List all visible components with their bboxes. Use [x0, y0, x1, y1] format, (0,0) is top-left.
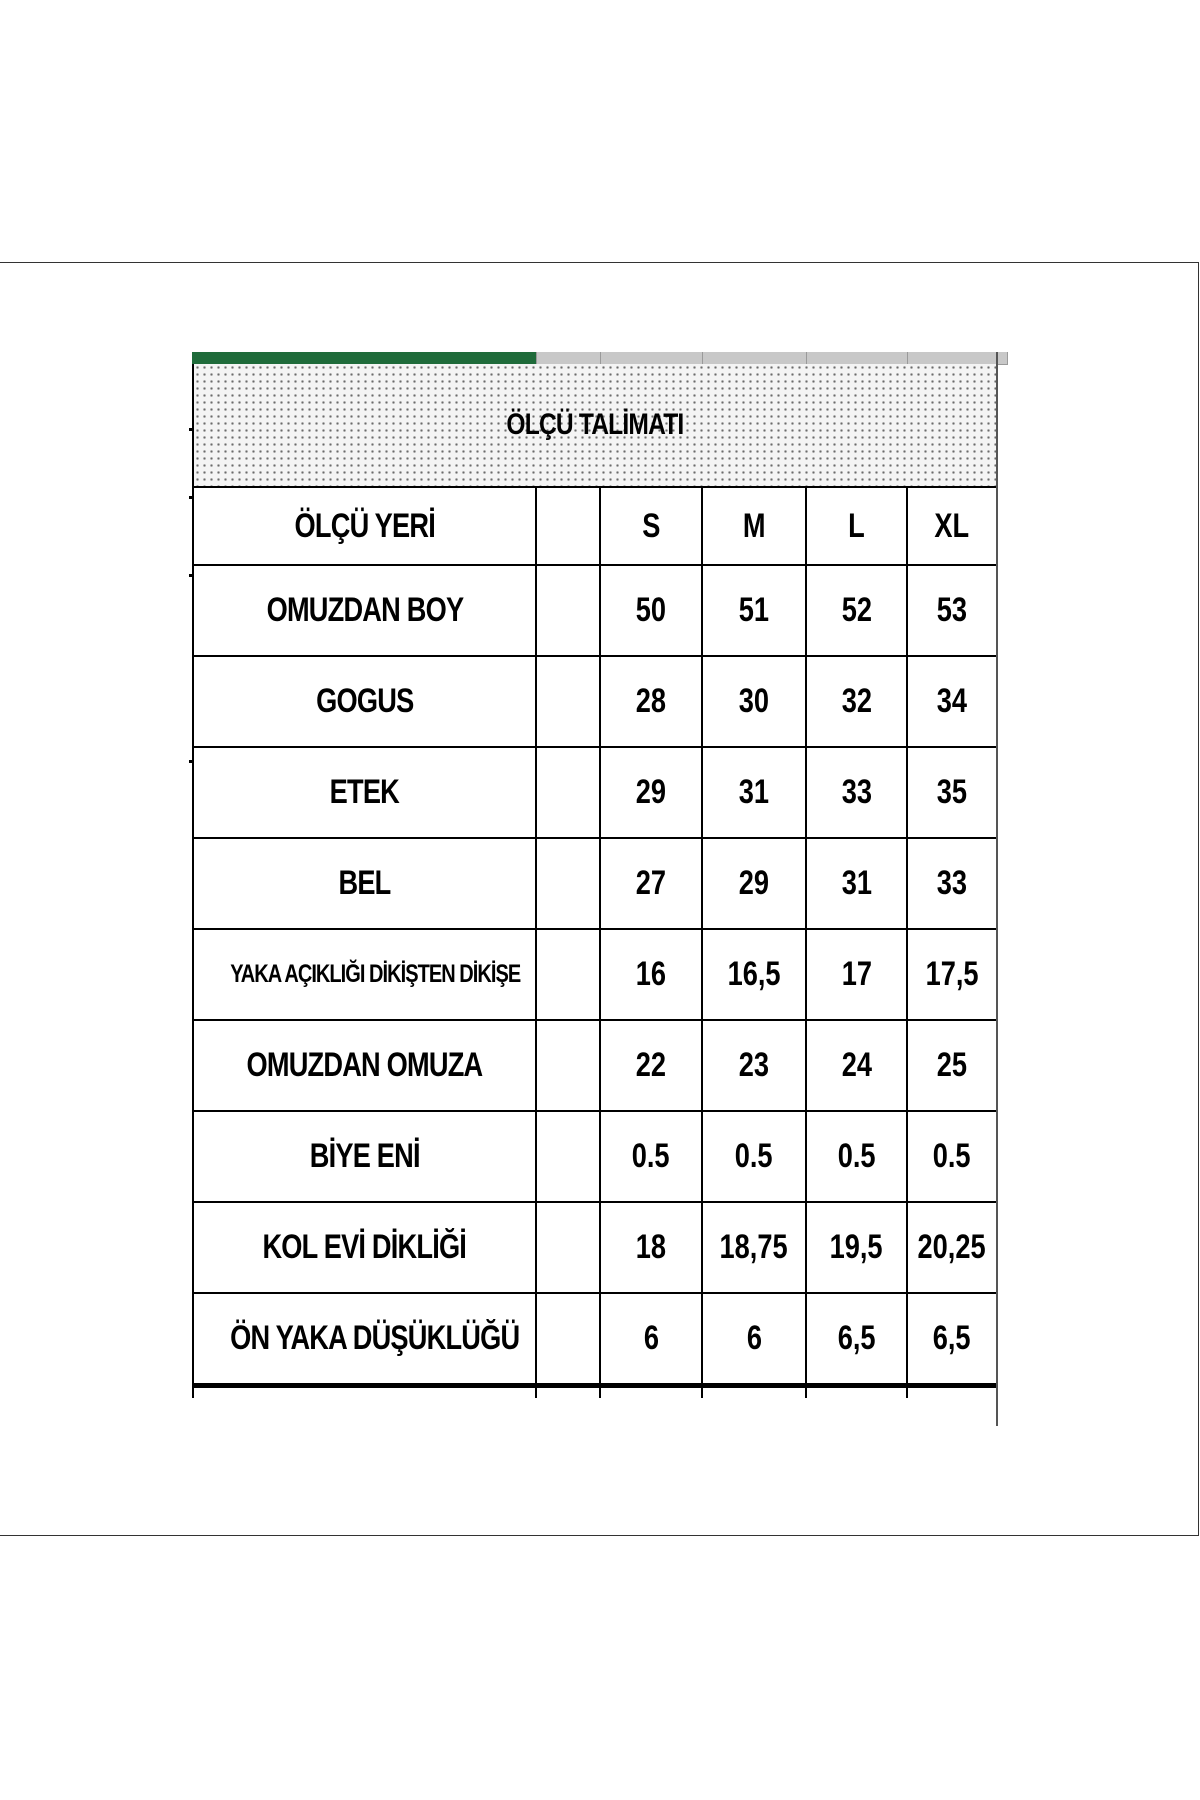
header-row	[193, 487, 997, 565]
cell-value: 35	[936, 773, 968, 811]
row-blank-cell[interactable]	[536, 1111, 600, 1202]
cell-value: 16	[635, 955, 667, 993]
cell-value: 31	[841, 864, 872, 902]
cell-value: 23	[738, 1046, 770, 1084]
value-cell[interactable]	[702, 1111, 806, 1202]
column-header-b[interactable]	[537, 352, 601, 364]
value-cell[interactable]	[907, 747, 997, 838]
value-cell[interactable]	[600, 838, 702, 929]
row-blank-cell[interactable]	[536, 565, 600, 656]
cell-value: 25	[936, 1046, 968, 1084]
row-label: ÖN YAKA DÜŞÜKLÜĞÜ	[230, 1319, 520, 1357]
cell-value: 18	[635, 1228, 667, 1266]
row-label: ETEK	[329, 773, 400, 811]
value-cell[interactable]	[806, 565, 907, 656]
cell-value: 18,75	[719, 1228, 789, 1266]
row-label-cell[interactable]	[193, 1111, 536, 1202]
size-label: M	[742, 506, 766, 545]
value-cell[interactable]	[702, 1202, 806, 1293]
header-size-m[interactable]	[702, 487, 806, 565]
header-size-s[interactable]	[600, 487, 702, 565]
table-row	[193, 838, 997, 929]
row-label-cell[interactable]	[193, 929, 536, 1020]
cell-value: 32	[841, 682, 872, 720]
column-header-a[interactable]	[192, 352, 537, 364]
row-blank-cell[interactable]	[536, 1293, 600, 1386]
size-table	[192, 364, 998, 1398]
cell-value: 0.5	[632, 1137, 670, 1175]
header-size-l[interactable]	[806, 487, 907, 565]
page-title: ÖLÇÜ TALİMATI	[506, 408, 684, 441]
value-cell[interactable]	[806, 1111, 907, 1202]
row-blank-cell[interactable]	[536, 1202, 600, 1293]
value-cell[interactable]	[702, 1020, 806, 1111]
table-row	[193, 565, 997, 656]
value-cell[interactable]	[907, 1293, 997, 1386]
column-header-f[interactable]	[908, 352, 1008, 364]
row-label-cell[interactable]	[193, 1020, 536, 1111]
row-label-cell[interactable]	[193, 1293, 536, 1386]
empty-cell[interactable]	[907, 1386, 997, 1399]
row-blank-cell[interactable]	[536, 1020, 600, 1111]
row-label: BİYE ENİ	[309, 1137, 420, 1175]
value-cell[interactable]	[600, 1202, 702, 1293]
value-cell[interactable]	[806, 747, 907, 838]
value-cell[interactable]	[600, 1020, 702, 1111]
row-label: GOGUS	[315, 682, 414, 720]
cell-value: 28	[635, 682, 667, 720]
row-label-cell[interactable]	[193, 656, 536, 747]
cell-value: 17	[841, 955, 872, 993]
value-cell[interactable]	[600, 929, 702, 1020]
row-label-cell[interactable]	[193, 838, 536, 929]
column-header-e[interactable]	[807, 352, 908, 364]
cell-value: 51	[738, 591, 770, 629]
column-header-d[interactable]	[703, 352, 807, 364]
row-label-cell[interactable]	[193, 565, 536, 656]
cell-value: 6	[746, 1319, 762, 1357]
value-cell[interactable]	[806, 838, 907, 929]
value-cell[interactable]	[806, 1020, 907, 1111]
cell-value: 6,5	[837, 1319, 876, 1357]
size-label: S	[641, 506, 661, 545]
value-cell[interactable]	[806, 1293, 907, 1386]
cell-value: 6,5	[933, 1319, 971, 1357]
header-size-xl[interactable]	[907, 487, 997, 565]
value-cell[interactable]	[907, 1111, 997, 1202]
value-cell[interactable]	[907, 1020, 997, 1111]
table-row	[193, 1111, 997, 1202]
title-row	[193, 364, 997, 487]
cell-value: 31	[738, 773, 770, 811]
table-row	[193, 747, 997, 838]
cell-value: 6	[643, 1319, 659, 1357]
value-cell[interactable]	[806, 929, 907, 1020]
table-row	[193, 1202, 997, 1293]
empty-cell[interactable]	[536, 1386, 600, 1399]
cell-value: 20,25	[917, 1228, 987, 1266]
cell-value: 30	[738, 682, 770, 720]
empty-cell[interactable]	[193, 1386, 536, 1399]
value-cell[interactable]	[907, 656, 997, 747]
title-cell[interactable]	[193, 364, 997, 487]
header-blank-cell[interactable]	[536, 487, 600, 565]
cell-value: 53	[936, 591, 968, 629]
cell-value: 24	[841, 1046, 872, 1084]
row-blank-cell[interactable]	[536, 656, 600, 747]
row-label: KOL EVİ DİKLİĞİ	[262, 1228, 467, 1266]
value-cell[interactable]	[600, 565, 702, 656]
value-cell[interactable]	[702, 747, 806, 838]
row-blank-cell[interactable]	[536, 747, 600, 838]
value-cell[interactable]	[907, 1202, 997, 1293]
value-cell[interactable]	[600, 1111, 702, 1202]
cell-value: 17,5	[925, 955, 979, 993]
cell-value: 52	[841, 591, 872, 629]
cell-value: 29	[738, 864, 770, 902]
row-label: OMUZDAN BOY	[266, 591, 463, 629]
header-label-cell[interactable]	[193, 487, 536, 565]
row-label: BEL	[338, 864, 391, 902]
table-row	[193, 929, 997, 1020]
right-rail	[996, 352, 998, 1426]
cell-value: 0.5	[837, 1137, 876, 1175]
row-label: OMUZDAN OMUZA	[246, 1046, 483, 1084]
cell-value: 19,5	[830, 1228, 883, 1266]
table-row	[193, 1293, 997, 1386]
value-cell[interactable]	[907, 565, 997, 656]
table-row	[193, 1020, 997, 1111]
value-cell[interactable]	[600, 656, 702, 747]
value-cell[interactable]	[702, 656, 806, 747]
value-cell[interactable]	[907, 838, 997, 929]
cell-value: 16,5	[727, 955, 781, 993]
row-label-cell[interactable]	[193, 747, 536, 838]
empty-cell[interactable]	[806, 1386, 907, 1399]
value-cell[interactable]	[702, 565, 806, 656]
value-cell[interactable]	[702, 929, 806, 1020]
column-header-c[interactable]	[601, 352, 703, 364]
size-label: L	[848, 506, 865, 545]
value-cell[interactable]	[600, 747, 702, 838]
row-label: YAKA AÇIKLIĞI DİKİŞTEN DİKİŞE	[230, 960, 521, 988]
cell-value: 22	[635, 1046, 667, 1084]
cell-value: 0.5	[735, 1137, 773, 1175]
table-row	[193, 656, 997, 747]
empty-cell[interactable]	[600, 1386, 702, 1399]
value-cell[interactable]	[907, 929, 997, 1020]
value-cell[interactable]	[806, 1202, 907, 1293]
cell-value: 29	[635, 773, 667, 811]
value-cell[interactable]	[806, 656, 907, 747]
header-label: ÖLÇÜ YERİ	[294, 506, 435, 545]
size-chart-sheet	[192, 352, 1008, 1426]
cell-value: 33	[936, 864, 968, 902]
value-cell[interactable]	[600, 1293, 702, 1386]
value-cell[interactable]	[702, 1293, 806, 1386]
cell-value: 50	[635, 591, 667, 629]
value-cell[interactable]	[702, 838, 806, 929]
size-label: XL	[934, 506, 970, 545]
row-label-cell[interactable]	[193, 1202, 536, 1293]
empty-cell[interactable]	[702, 1386, 806, 1399]
cell-value: 33	[841, 773, 872, 811]
table-row-empty	[193, 1386, 997, 1399]
cell-value: 0.5	[933, 1137, 971, 1175]
cell-value: 27	[635, 864, 667, 902]
cell-value: 34	[936, 682, 968, 720]
row-blank-cell[interactable]	[536, 929, 600, 1020]
row-blank-cell[interactable]	[536, 838, 600, 929]
